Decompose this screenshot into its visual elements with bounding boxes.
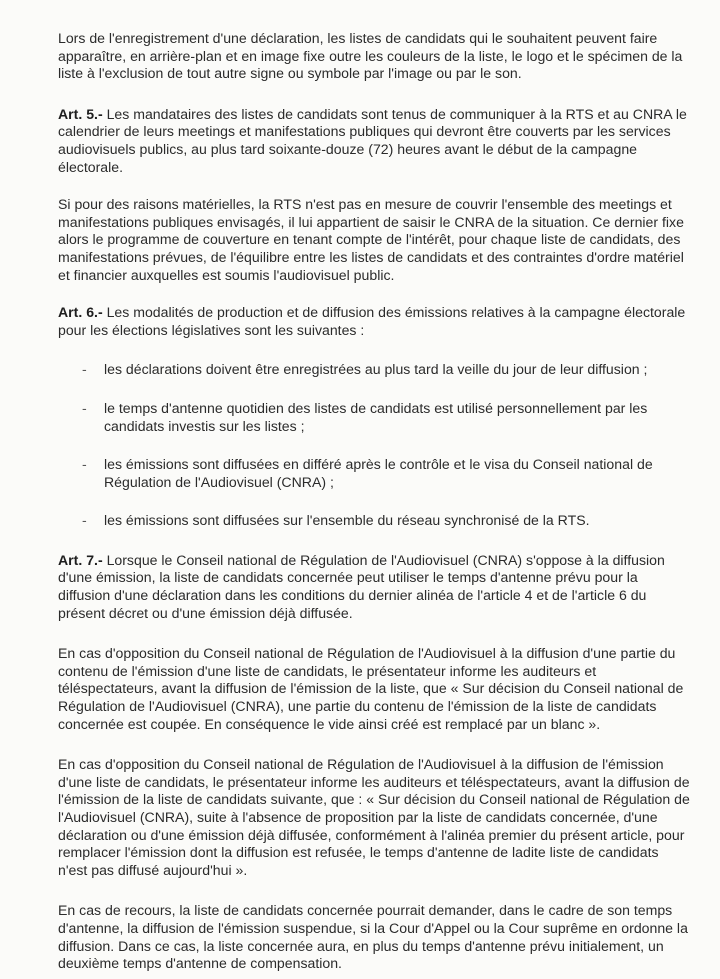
list-item-text: les déclarations doivent être enregistrées au plus tard la veille du jour de leur diffusion ; <box>104 361 648 378</box>
list-item-text: les émissions sont diffusées sur l'ensemble du réseau synchronisé de la RTS. <box>104 512 590 529</box>
art7-paragraph-2: En cas d'opposition du Conseil national de Régulation de l'Audiovisuel à la diffusion d'une partie du contenu de l'émission d'une liste de candidats, le présentateur informe les auditeurs et téléspectateurs, avant la diffusion de l'émission de la liste, que « Sur décision du Conseil national de Régulation de l'Audiovisuel (CNRA), une partie du contenu de l'émission de la liste de candidats concernée est coupée. En conséquence le vide ainsi créé est remplacé par un blanc ». <box>58 645 684 732</box>
list-item <box>58 400 690 435</box>
intro-paragraph: Lors de l'enregistrement d'une déclaration, les listes de candidats qui le souhaitent peuvent faire apparaître, en arrière-plan et en image fixe outre les couleurs de la liste, le logo et le spécimen de la liste à l'exclusion de tout autre signe ou symbole par l'image ou par le son. <box>58 30 683 82</box>
art7-paragraph-4: En cas de recours, la liste de candidats concernée pourrait demander, dans le cadre de son temps d'antenne, la diffusion de l'émission suspendue, si la Cour d'Appel ou la Cour suprême en ordonne la diffusion. Dans ce cas, la liste concernée aura, en plus du temps d'antenne prévu initialement, un deuxième temps d'antenne de compensation. <box>58 902 688 972</box>
bullet-dash: - <box>82 512 87 529</box>
list-item-text: le temps d'antenne quotidien des listes de candidats est utilisé personnellement par les candidats investis sur les listes ; <box>104 399 648 434</box>
art7-paragraph-1 <box>58 552 690 622</box>
art7-text-1: Lorsque le Conseil national de Régulation de l'Audiovisuel (CNRA) s'oppose à la diffusion d'une émission, la liste de candidats concernée peut utiliser le temps d'antenne prévu pour la diffusion d'une déclaration dans les conditions du dernier alinéa de l'article 4 et de l'article 6 du présent décret ou d'une émission déjà diffusée. <box>58 551 665 621</box>
art7-label: Art. 7.- <box>58 551 103 568</box>
bullet-dash: - <box>82 361 87 378</box>
art5-label: Art. 5.- <box>58 105 103 122</box>
art6-label: Art. 6.- <box>58 304 103 321</box>
bullet-dash: - <box>82 456 87 473</box>
list-item <box>58 361 690 379</box>
bullet-dash: - <box>82 399 87 416</box>
art7-paragraph-3: En cas d'opposition du Conseil national de Régulation de l'Audiovisuel à la diffusion de l'émission d'une liste de candidats, le présentateur informe les auditeurs et téléspectateurs, avant la diffusion de l'émission de la liste de candidats suivante, que : « Sur décision du Conseil national de Régulation de l'Audiovisuel (CNRA), suite à l'absence de proposition par la liste de candidats concernée, d'une déclaration ou d'une émission déjà diffusée, conformément à l'alinéa premier du présent article, pour remplacer l'émission dont la diffusion est refusée, le temps d'antenne de ladite liste de candidats n'est pas diffusé aujourd'hui ». <box>58 756 690 878</box>
art5-paragraph-1 <box>58 106 690 176</box>
art6-list <box>58 361 690 530</box>
list-item <box>58 456 690 491</box>
art5-text-1: Les mandataires des listes de candidats sont tenus de communiquer à la RTS et au CNRA le calendrier de leurs meetings et manifestations publiques qui devront être couverts par les services audiovisuels publics, au plus tard soixante-douze (72) heures avant le début de la campagne électorale. <box>58 105 687 175</box>
list-item-text: les émissions sont diffusées en différé après le contrôle et le visa du Conseil national de Régulation de l'Audiovisuel (CNRA) ; <box>104 456 653 490</box>
art6-paragraph-1 <box>58 304 690 339</box>
art6-text-1: Les modalités de production et de diffusion des émissions relatives à la campagne électorale pour les élections législatives sont les suivantes : <box>58 304 686 338</box>
list-item <box>58 512 690 530</box>
art5-paragraph-2: Si pour des raisons matérielles, la RTS n'est pas en mesure de couvrir l'ensemble des meetings et manifestations publiques envisagés, il lui appartient de saisir le CNRA de la situation. Ce dernier fixe alors le programme de couverture en tenant compte de l'intérêt, pour chaque liste de candidats, des manifestations prévues, de l'équilibre entre les listes de candidats et des contraintes d'ordre matériel et financier auxquelles est soumis l'audiovisuel public. <box>58 196 684 283</box>
